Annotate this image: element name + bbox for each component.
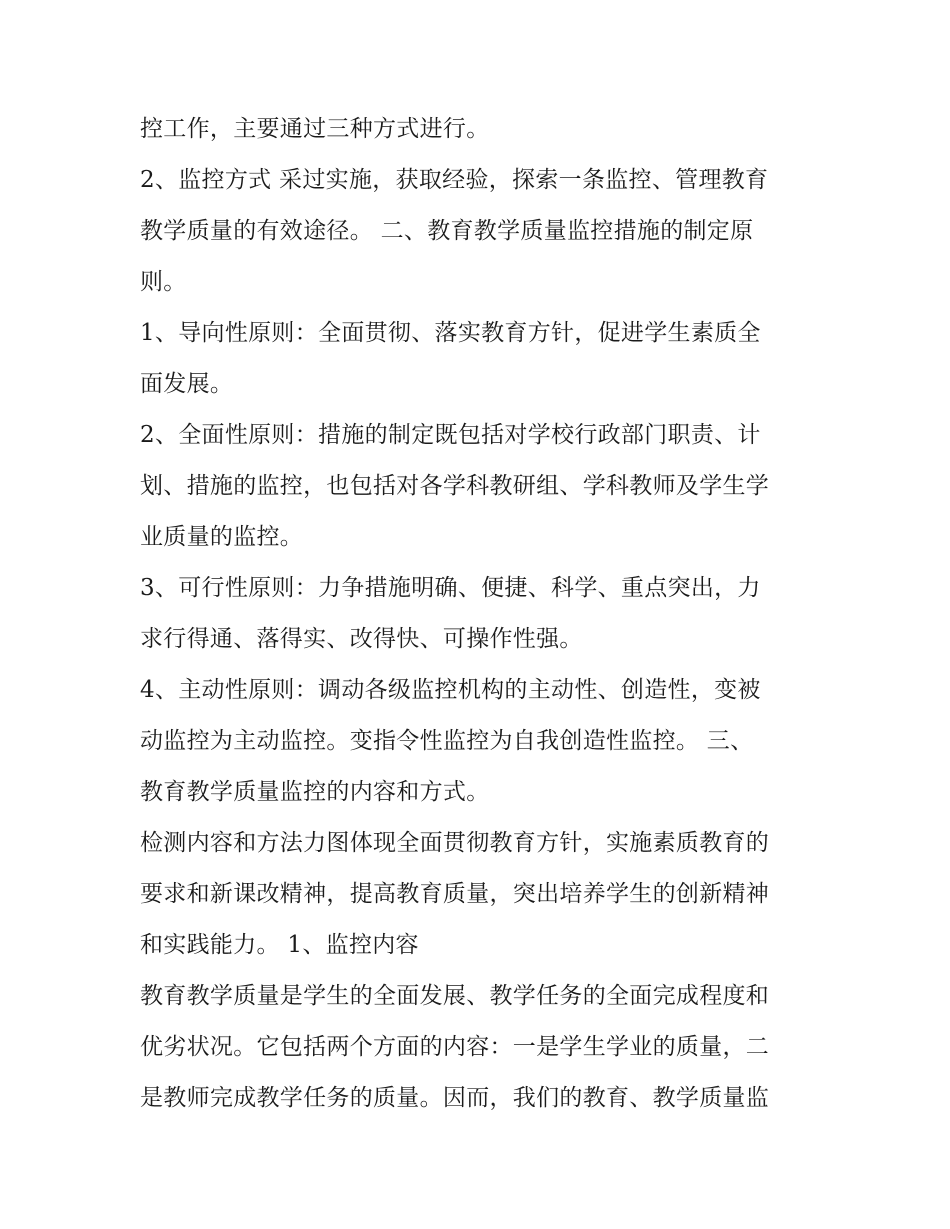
- document-body: [140, 104, 820, 1124]
- text-line: 要求和新课改精神，提高教育质量，突出培养学生的创新精神: [140, 881, 770, 907]
- text-line: 是教师完成教学任务的质量。因而，我们的教育、教学质量监: [140, 1085, 770, 1111]
- text-line: 控工作，主要通过三种方式进行。: [140, 116, 490, 142]
- text-line: 优劣状况。它包括两个方面的内容：一是学生学业的质量，二: [140, 1034, 770, 1060]
- text-line: 检测内容和方法力图体现全面贯彻教育方针，实施素质教育的: [140, 830, 770, 856]
- text-line: 4、主动性原则：调动各级监控机构的主动性、创造性，变被: [140, 677, 761, 703]
- text-line: 求行得通、落得实、改得快、可操作性强。: [140, 626, 583, 652]
- text-line: 教育教学质量是学生的全面发展、教学任务的全面完成程度和: [140, 983, 770, 1009]
- text-line: 业质量的监控。: [140, 524, 304, 550]
- text-line: 面发展。: [140, 371, 234, 397]
- text-line: 动监控为主动监控。变指令性监控为自我创造性监控。 三、: [140, 728, 754, 754]
- text-line: 3、可行性原则：力争措施明确、便捷、科学、重点突出，力: [140, 575, 761, 601]
- text-line: 划、措施的监控，也包括对各学科教研组、学科教师及学生学: [140, 473, 770, 499]
- text-line: 教学质量的有效途径。 二、教育教学质量监控措施的制定原: [140, 218, 754, 244]
- text-line: 2、全面性原则：措施的制定既包括对学校行政部门职责、计: [140, 422, 761, 448]
- text-line: 教育教学质量监控的内容和方式。: [140, 779, 490, 805]
- text-line: 2、监控方式 采过实施，获取经验，探索一条监控、管理教育: [140, 167, 769, 193]
- text-line: 和实践能力。 1、监控内容: [140, 932, 419, 958]
- text-line: 1、导向性原则：全面贯彻、落实教育方针，促进学生素质全: [140, 320, 761, 346]
- text-line: 则。: [140, 269, 187, 295]
